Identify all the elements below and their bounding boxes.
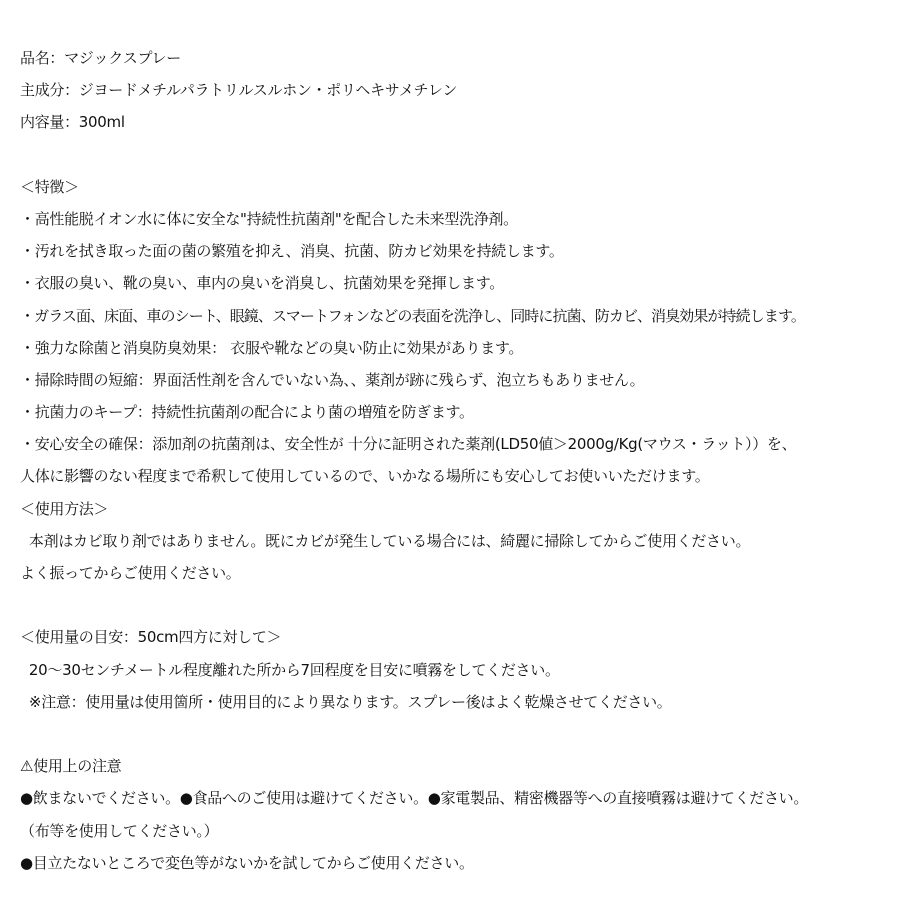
product-name: 品名：マジックスプレー — [20, 49, 181, 67]
usage-line: よく振ってからご使用ください。 — [20, 564, 241, 582]
feature-item: ・汚れを拭き取った面の菌の繁殖を抑え、消臭、抗菌、防カビ効果を持続します。 — [20, 242, 564, 261]
usage-heading: ＜使用方法＞ — [20, 499, 109, 518]
feature-item: ・掃除時間の短縮：界面活性剤を含んでいない為、、薬剤が跡に残らず、泡立ちもありません。 — [20, 370, 645, 389]
caution-line: （布等を使用してください。） — [20, 821, 219, 840]
caution-line: ●目立たないところで変色等がないかを試してからご使用ください。 — [20, 853, 474, 872]
features-heading: ＜特徴＞ — [20, 177, 79, 196]
spacer — [20, 589, 914, 621]
feature-item: ・安心安全の確保：添加剤の抗菌剤は、安全性が 十分に証明された薬剤(LD50値＞2000g/Kg(マウス・ラット））を、 — [20, 435, 797, 454]
spacer — [20, 718, 914, 750]
amount-line: 20〜30センチメートル程度離れた所から7回程度を目安に噴霧をしてください。 — [20, 660, 560, 679]
usage-line: 本剤はカビ取り剤ではありません。既にカビが発生している場合には、綺麗に掃除してからご使用ください。 — [20, 531, 751, 550]
feature-item: ・衣服の臭い、靴の臭い、車内の臭いを消臭し、抗菌効果を発揮します。 — [20, 274, 504, 293]
feature-item: ・高性能脱イオン水に体に安全な"持続性抗菌剤"を配合した未来型洗浄剤。 — [20, 209, 518, 228]
caution-line: ●飲まないでください。●食品へのご使用は避けてください。●家電製品、精密機器等への直接噴霧は避けてください。 — [20, 789, 809, 808]
main-ingredients: 主成分：ジヨードメチルパラトリルスルホン・ポリヘキサメチレン — [20, 81, 458, 100]
amount-line: ※注意：使用量は使用箇所・使用目的により異なります。スプレー後はよく乾燥させてください。 — [20, 692, 672, 711]
feature-item: ・ガラス面、床面、車のシート、眼鏡、スマートフォンなどの表面を洗浄し、同時に抗菌、防カビ、消臭効果が持続します。 — [20, 306, 805, 325]
volume: 内容量：300ml — [20, 113, 125, 132]
spacer — [20, 139, 914, 171]
cautions-heading: ⚠使用上の注意 — [20, 757, 122, 776]
feature-item: ・強力な除菌と消臭防臭効果： 衣服や靴などの臭い防止に効果があります。 — [20, 338, 524, 357]
amount-heading: ＜使用量の目安：50cm四方に対して＞ — [20, 628, 282, 647]
product-description-document — [20, 42, 914, 879]
feature-item-continued: 人体に影響のない程度まで希釈して使用しているので、いかなる場所にも安心してお使いいただけます。 — [20, 467, 710, 486]
feature-item: ・抗菌力のキープ：持続性抗菌剤の配合により菌の増殖を防ぎます。 — [20, 403, 474, 422]
